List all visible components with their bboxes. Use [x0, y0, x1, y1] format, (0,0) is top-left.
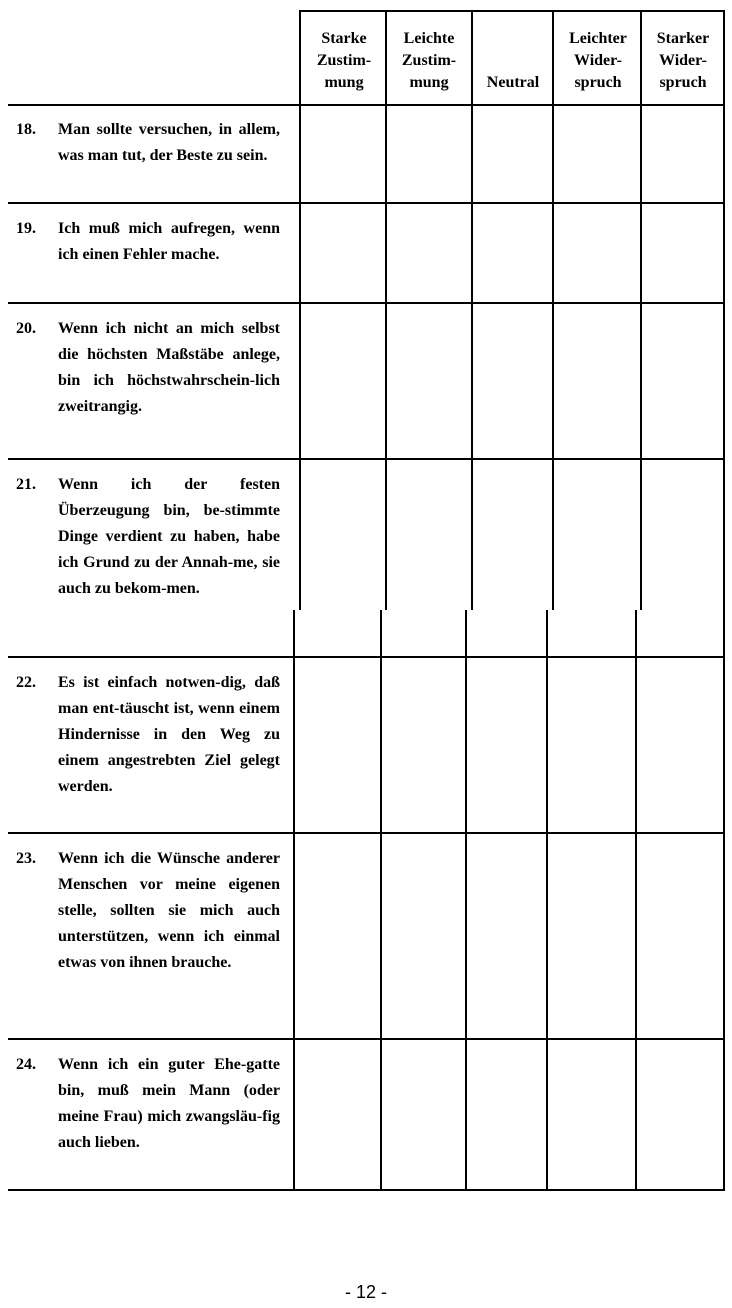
- grid-line: [552, 10, 554, 610]
- question-number: 20.: [16, 320, 36, 337]
- grid-line: [299, 10, 301, 610]
- column-header-strong-disagree: [642, 12, 724, 102]
- question-number: 23.: [16, 850, 36, 867]
- header-line: Wider-: [659, 52, 707, 69]
- question-number: 21.: [16, 476, 36, 493]
- header-line: Wider-: [574, 52, 622, 69]
- header-line: Leichte: [403, 30, 455, 47]
- grid-line: [8, 832, 725, 834]
- grid-line: [293, 610, 295, 1191]
- header-line: spruch: [574, 74, 622, 91]
- header-line: mung: [409, 74, 449, 91]
- page-number: - 12 -: [344, 1282, 387, 1302]
- question-text: Man sollte versuchen, in allem, was man tut, der Beste zu sein.: [58, 121, 280, 164]
- grid-line: [640, 10, 642, 610]
- header-line: Zustim-: [401, 52, 457, 69]
- header-line: Neutral: [486, 74, 540, 91]
- grid-line: [385, 10, 387, 610]
- header-line: Starke: [321, 30, 367, 47]
- grid-line: [8, 1189, 725, 1191]
- question-row-19: [8, 216, 286, 296]
- header-line: Leichter: [569, 30, 627, 47]
- question-text: Wenn ich ein guter Ehe-gatte bin, muß mein Mann (oder meine Frau) mich zwangsläu-fig auch lieben.: [58, 1056, 280, 1151]
- question-number: 24.: [16, 1056, 36, 1073]
- header-line: Zustim-: [316, 52, 372, 69]
- question-text: Ich muß mich aufregen, wenn ich einen Fehler mache.: [58, 220, 280, 263]
- grid-line: [8, 202, 725, 204]
- question-number: 18.: [16, 121, 36, 138]
- grid-line: [723, 10, 725, 1191]
- column-header-strong-agree: [302, 12, 386, 102]
- header-line: spruch: [659, 74, 707, 91]
- grid-line: [8, 1038, 725, 1040]
- question-number: 22.: [16, 674, 36, 691]
- grid-line: [300, 10, 725, 12]
- question-row-22: [8, 670, 286, 830]
- grid-line: [471, 10, 473, 610]
- grid-line: [635, 610, 637, 1191]
- grid-line: [8, 302, 725, 304]
- question-text: Wenn ich der festen Überzeugung bin, be-stimmte Dinge verdient zu haben, habe ich Grund zu der Annah-me, sie auch zu bekom-men.: [58, 476, 280, 597]
- header-line: Starker: [656, 30, 710, 47]
- question-number: 19.: [16, 220, 36, 237]
- question-row-20: [8, 316, 286, 452]
- question-text: Es ist einfach notwen-dig, daß man ent-täuscht ist, wenn einem Hindernisse in den Weg zu einem angestrebten Ziel gelegt werden.: [58, 674, 280, 795]
- column-header-neutral: [472, 12, 554, 102]
- grid-line: [8, 104, 725, 106]
- question-row-24: [8, 1052, 286, 1186]
- question-row-21: [8, 472, 286, 652]
- grid-line: [8, 656, 725, 658]
- question-row-23: [8, 846, 286, 1032]
- grid-line: [8, 458, 725, 460]
- question-row-18: [8, 117, 286, 197]
- column-header-slight-disagree: [554, 12, 642, 102]
- header-line: mung: [324, 74, 364, 91]
- grid-line: [465, 610, 467, 1191]
- grid-line: [546, 610, 548, 1191]
- column-header-slight-agree: [386, 12, 472, 102]
- grid-line: [380, 610, 382, 1191]
- question-text: Wenn ich die Wünsche anderer Menschen vor meine eigenen stelle, sollten sie mich auch unterstützen, wenn ich einmal etwas von ihnen brauche.: [58, 850, 280, 971]
- question-text: Wenn ich nicht an mich selbst die höchsten Maßstäbe anlege, bin ich höchstwahrschein-lich zweitrangig.: [58, 320, 280, 415]
